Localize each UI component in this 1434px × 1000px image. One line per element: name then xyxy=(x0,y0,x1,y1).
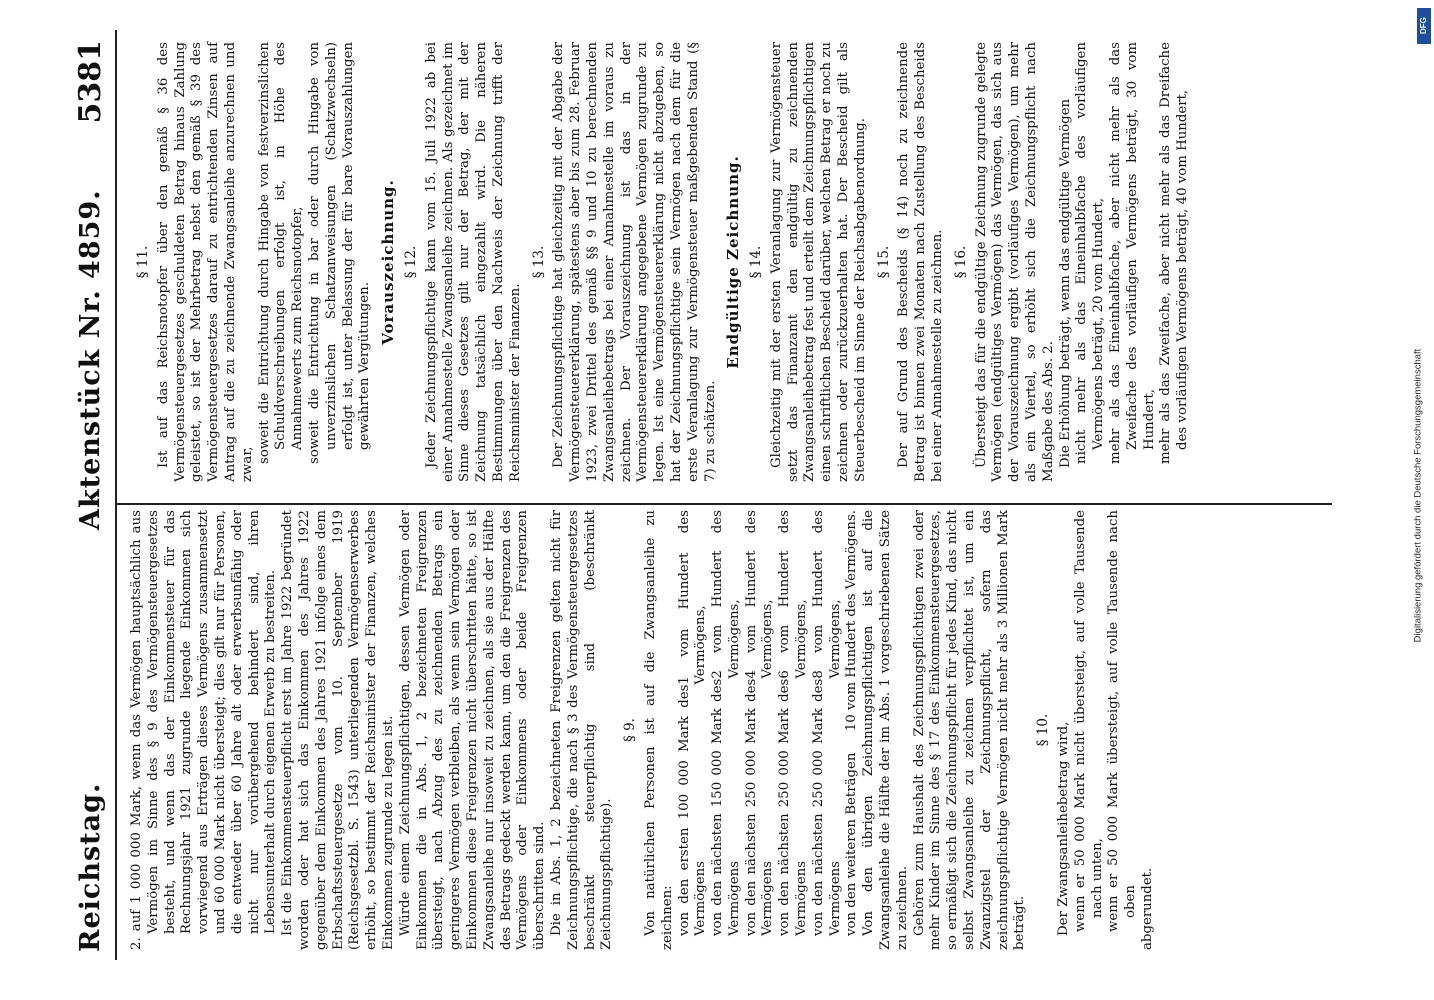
paragraph: Gleichzeitig mit der ersten Veranlagung zur Vermögensteuer setzt das Finanzamt den endgültig zu zeichnenden Zwangsanleihebetrag fest und erteilt dem Zeichnungspflichtigen einen schriftlichen Bescheid darüber, welchen Betrag er noch zu zeichnen oder zurückzuerhalten hat. Der Bescheid gilt als Steuerbescheid im Sinne der Reichsabgabenordnung. xyxy=(768,42,868,482)
rate-row: von den nächsten 250 000 Mark des Vermögens 6 vom Hundert des Vermögens, xyxy=(777,510,810,936)
paragraph: Ist auf das Reichsnotopfer über den gemäß § 36 des Vermögensteuergesetzes geschuldeten Betrag hinaus Zahlung geleistet, so ist der Mehrbetrag nebst den gemäß § 39 des Vermögensteuergesetzes darauf zu entrichtenden Zinsen auf Antrag auf die zu zeichnende Zwangsanleihe anzurechnen und zwar, xyxy=(155,42,255,482)
paragraph: wenn er 50 000 Mark nicht übersteigt, auf volle Tausende nach unten, xyxy=(1072,510,1105,932)
rate-row: von den weiteren Beträgen 10 vom Hundert des Vermögens. xyxy=(844,510,860,936)
paragraph: mehr als das Eineinhalbfache, aber nicht mehr als das Zweifache des vorläufigen Vermögens beträgt, 30 vom Hundert, xyxy=(1108,42,1157,464)
column-divider xyxy=(117,503,1332,505)
paragraph: soweit die Entrichtung in bar oder durch Hingabe von unverzinslichen Schatzanweisungen (Schatzwechseln) erfolgt ist, unter Belassung der für bare Vorauszahlungen gewährten Vergütungen. xyxy=(306,42,373,464)
rotated-document-page xyxy=(65,0,1365,1000)
paragraph: soweit die Entrichtung durch Hingabe von festverzinslichen Schuldverschreibungen erfolgt ist, in Höhe des Annahmewerts zum Reichsnotopfer, xyxy=(256,42,306,464)
paragraph: Jeder Zeichnungspflichtige kann vom 15. Juli 1922 ab bei einer Annahmestelle Zwangsanleihe zeichnen. Als gezeichnet im Sinne dieses Gesetzes gilt nur der Betrag, der mit der Zeichnung tatsächlich eingezahlt wird. Die näheren Bestimmungen über den Nachweis der Zeichnung trifft der Reichsminister der Finanzen. xyxy=(423,42,523,482)
section-heading: § 12. xyxy=(402,245,419,279)
paragraph: Die Erhöhung beträgt, wenn das endgültige Vermögen xyxy=(1057,98,1073,468)
stamp-text: Digitalisierung gefördert durch die Deutsche Forschungsgemeinschaft xyxy=(1412,348,1424,643)
paragraph: Würde einem Zeichnungspflichtigen, dessen Vermögen oder Einkommen die in Abs. 1, 2 bezeichneten Freigrenzen übersteigt, nach Abzug des zu zeichnenden Betrags ein geringeres Vermögen verbleiben, als wenn sein Vermögen oder Einkommen diese Freigrenzen nicht überschritten hätte, so ist Zwangsanleihe nur insoweit zu zeichnen, als sie aus der Hälfte des Betrags gedeckt werden kann, um den die Freigrenzen des Vermögens oder Einkommens oder beide Freigrenzen überschritten sind. xyxy=(397,510,548,950)
section-heading: § 14. xyxy=(748,245,765,279)
chapter-heading: Vorauszeichnung. xyxy=(379,179,398,345)
paragraph: Ist die Einkommensteuerpflicht erst im Jahre 1922 begründet worden oder hat sich das Einkommen des Jahres 1922 gegenüber dem Einkommen des Jahres 1921 infolge eines dem Erbschaftssteuergesetze vom 10. September 1919 (Reichsgesetzbl. S. 1543) unterliegenden Vermögenserwerbes erhöht, so bestimmt der Reichsminister der Finanzen, welches Einkommen zugrunde zu legen ist. xyxy=(280,510,396,950)
header-left: Reichstag. xyxy=(75,782,106,952)
paragraph: Der Zwangsanleihebetrag wird, xyxy=(1056,721,1072,936)
paragraph: 2. auf 1 000 000 Mark, wenn das Vermögen hauptsächlich aus Vermögen im Sinne des § 9 des Vermögensteuergesetzes besteht, und wenn das der Einkommensteuer für das Rechnungsjahr 1921 zugrunde liegende Einkommen sich vorwiegend aus Erträgen dieses Vermögens zusammensetzt und 60 000 Mark nicht übersteigt; dies gilt nur für Personen, die entweder über 60 Jahre alt oder erwerbsunfähig oder nicht nur vorübergehend behindert sind, ihren Lebensunterhalt durch eigenen Erwerb zu bestreiten. xyxy=(129,510,279,950)
section-heading: § 13. xyxy=(530,245,547,279)
left-column xyxy=(129,510,1157,950)
page-header xyxy=(73,0,113,1000)
paragraph: mehr als das Zweifache, aber nicht mehr als das Dreifache des vorläufigen Vermögens beträgt, 40 vom Hundert, xyxy=(1158,42,1191,464)
rate-table xyxy=(677,510,862,950)
header-center: Aktenstück Nr. 4859. xyxy=(75,189,106,530)
header-rule xyxy=(115,30,117,960)
rate-row: von den nächsten 250 000 Mark des Vermögens 4 vom Hundert des Vermögens, xyxy=(743,510,776,936)
rate-row: von den nächsten 150 000 Mark des Vermögens 2 vom Hundert des Vermögens, xyxy=(710,510,742,936)
paragraph: abgerundet. xyxy=(1140,867,1156,950)
paragraph: Die in Abs. 1, 2 bezeichneten Freigrenzen gelten nicht für Zeichnungspflichtige, die nach § 3 des Vermögensteuergesetzes beschränkt steuerpflichtig sind (beschränkt Zeichnungspflichtige). xyxy=(548,510,615,950)
rate-row: von den nächsten 250 000 Mark des Vermögens 8 vom Hundert des Vermögens, xyxy=(810,510,843,936)
section-heading: § 15. xyxy=(875,245,892,279)
paragraph: Der auf Grund des Bescheids (§ 14) noch zu zeichnende Betrag ist binnen zwei Monaten nach Zustellung des Bescheids bei einer Annahmestelle zu zeichnen. xyxy=(896,42,946,482)
section-heading: § 11. xyxy=(135,245,151,279)
digitization-stamp xyxy=(1410,60,1434,940)
paragraph: Der Zeichnungspflichtige hat gleichzeitig mit der Abgabe der Vermögensteuererklärung, spätestens aber bis zum 28. Februar 1923, zwei Drittel des gemäß §§ 9 und 10 zu berechnenden Zwangsanleihebetrags bei einer Annahmestelle im voraus zu zeichnen. Der Vorauszeichnung ist das in der Vermögensteuererklärung angegebene Vermögen zugrunde zu legen. Ist eine Vermögensteuererklärung nicht abzugeben, so hat der Zeichnungspflichtige sein Vermögen nach dem für die erste Veranlagung zur Vermögensteuer maßgebenden Stand (§ 7) zu schätzen. xyxy=(551,42,718,482)
section-heading: § 9. xyxy=(622,718,639,742)
paragraph: Übersteigt das für die endgültige Zeichnung zugrunde gelegte Vermögen (endgültiges Vermögen) das Vermögen, das sich aus der Vorauszeichnung ergibt (vorläufiges Vermögen), um mehr als ein Viertel, so erhöht sich die Zeichnungspflicht nach Maßgabe des Abs. 2. xyxy=(973,42,1056,482)
section-heading: § 10. xyxy=(1035,713,1052,747)
paragraph: Gehören zum Haushalt des Zeichnungspflichtigen zwei oder mehr Kinder im Sinne des § 17 des Einkommensteuergesetzes, so ermäßigt sich die Zeichnungspflicht für jedes Kind, das nicht selbst Zwangsanleihe zu zeichnen verpflichtet ist, um ein Zwanzigstel der Zeichnungspflicht, sofern das zeichnungspflichtige Vermögen nicht mehr als 3 Millionen Mark beträgt. xyxy=(911,510,1028,950)
paragraph: wenn er 50 000 Mark übersteigt, auf volle Tausende nach oben xyxy=(1106,510,1139,932)
rate-row: von den ersten 100 000 Mark des Vermögens 1 vom Hundert des Vermögens, xyxy=(676,510,709,936)
dfg-logo: DFG xyxy=(1417,8,1431,44)
section-heading: § 16. xyxy=(952,245,969,279)
paragraph: Von den übrigen Zeichnungspflichtigen ist auf die Zwangsanleihe die Hälfte der im Abs. 1 vorgeschriebenen Sätze zu zeichnen. xyxy=(861,510,910,950)
paragraph: Von natürlichen Personen ist auf die Zwangsanleihe zu zeichnen: xyxy=(642,510,675,950)
page-number: 5381 xyxy=(73,40,108,124)
chapter-heading: Endgültige Zeichnung. xyxy=(724,155,743,369)
right-column xyxy=(129,42,1192,482)
paragraph: nicht mehr als das Eineinhalbfache des vorläufigen Vermögens beträgt, 20 vom Hundert, xyxy=(1074,42,1107,464)
